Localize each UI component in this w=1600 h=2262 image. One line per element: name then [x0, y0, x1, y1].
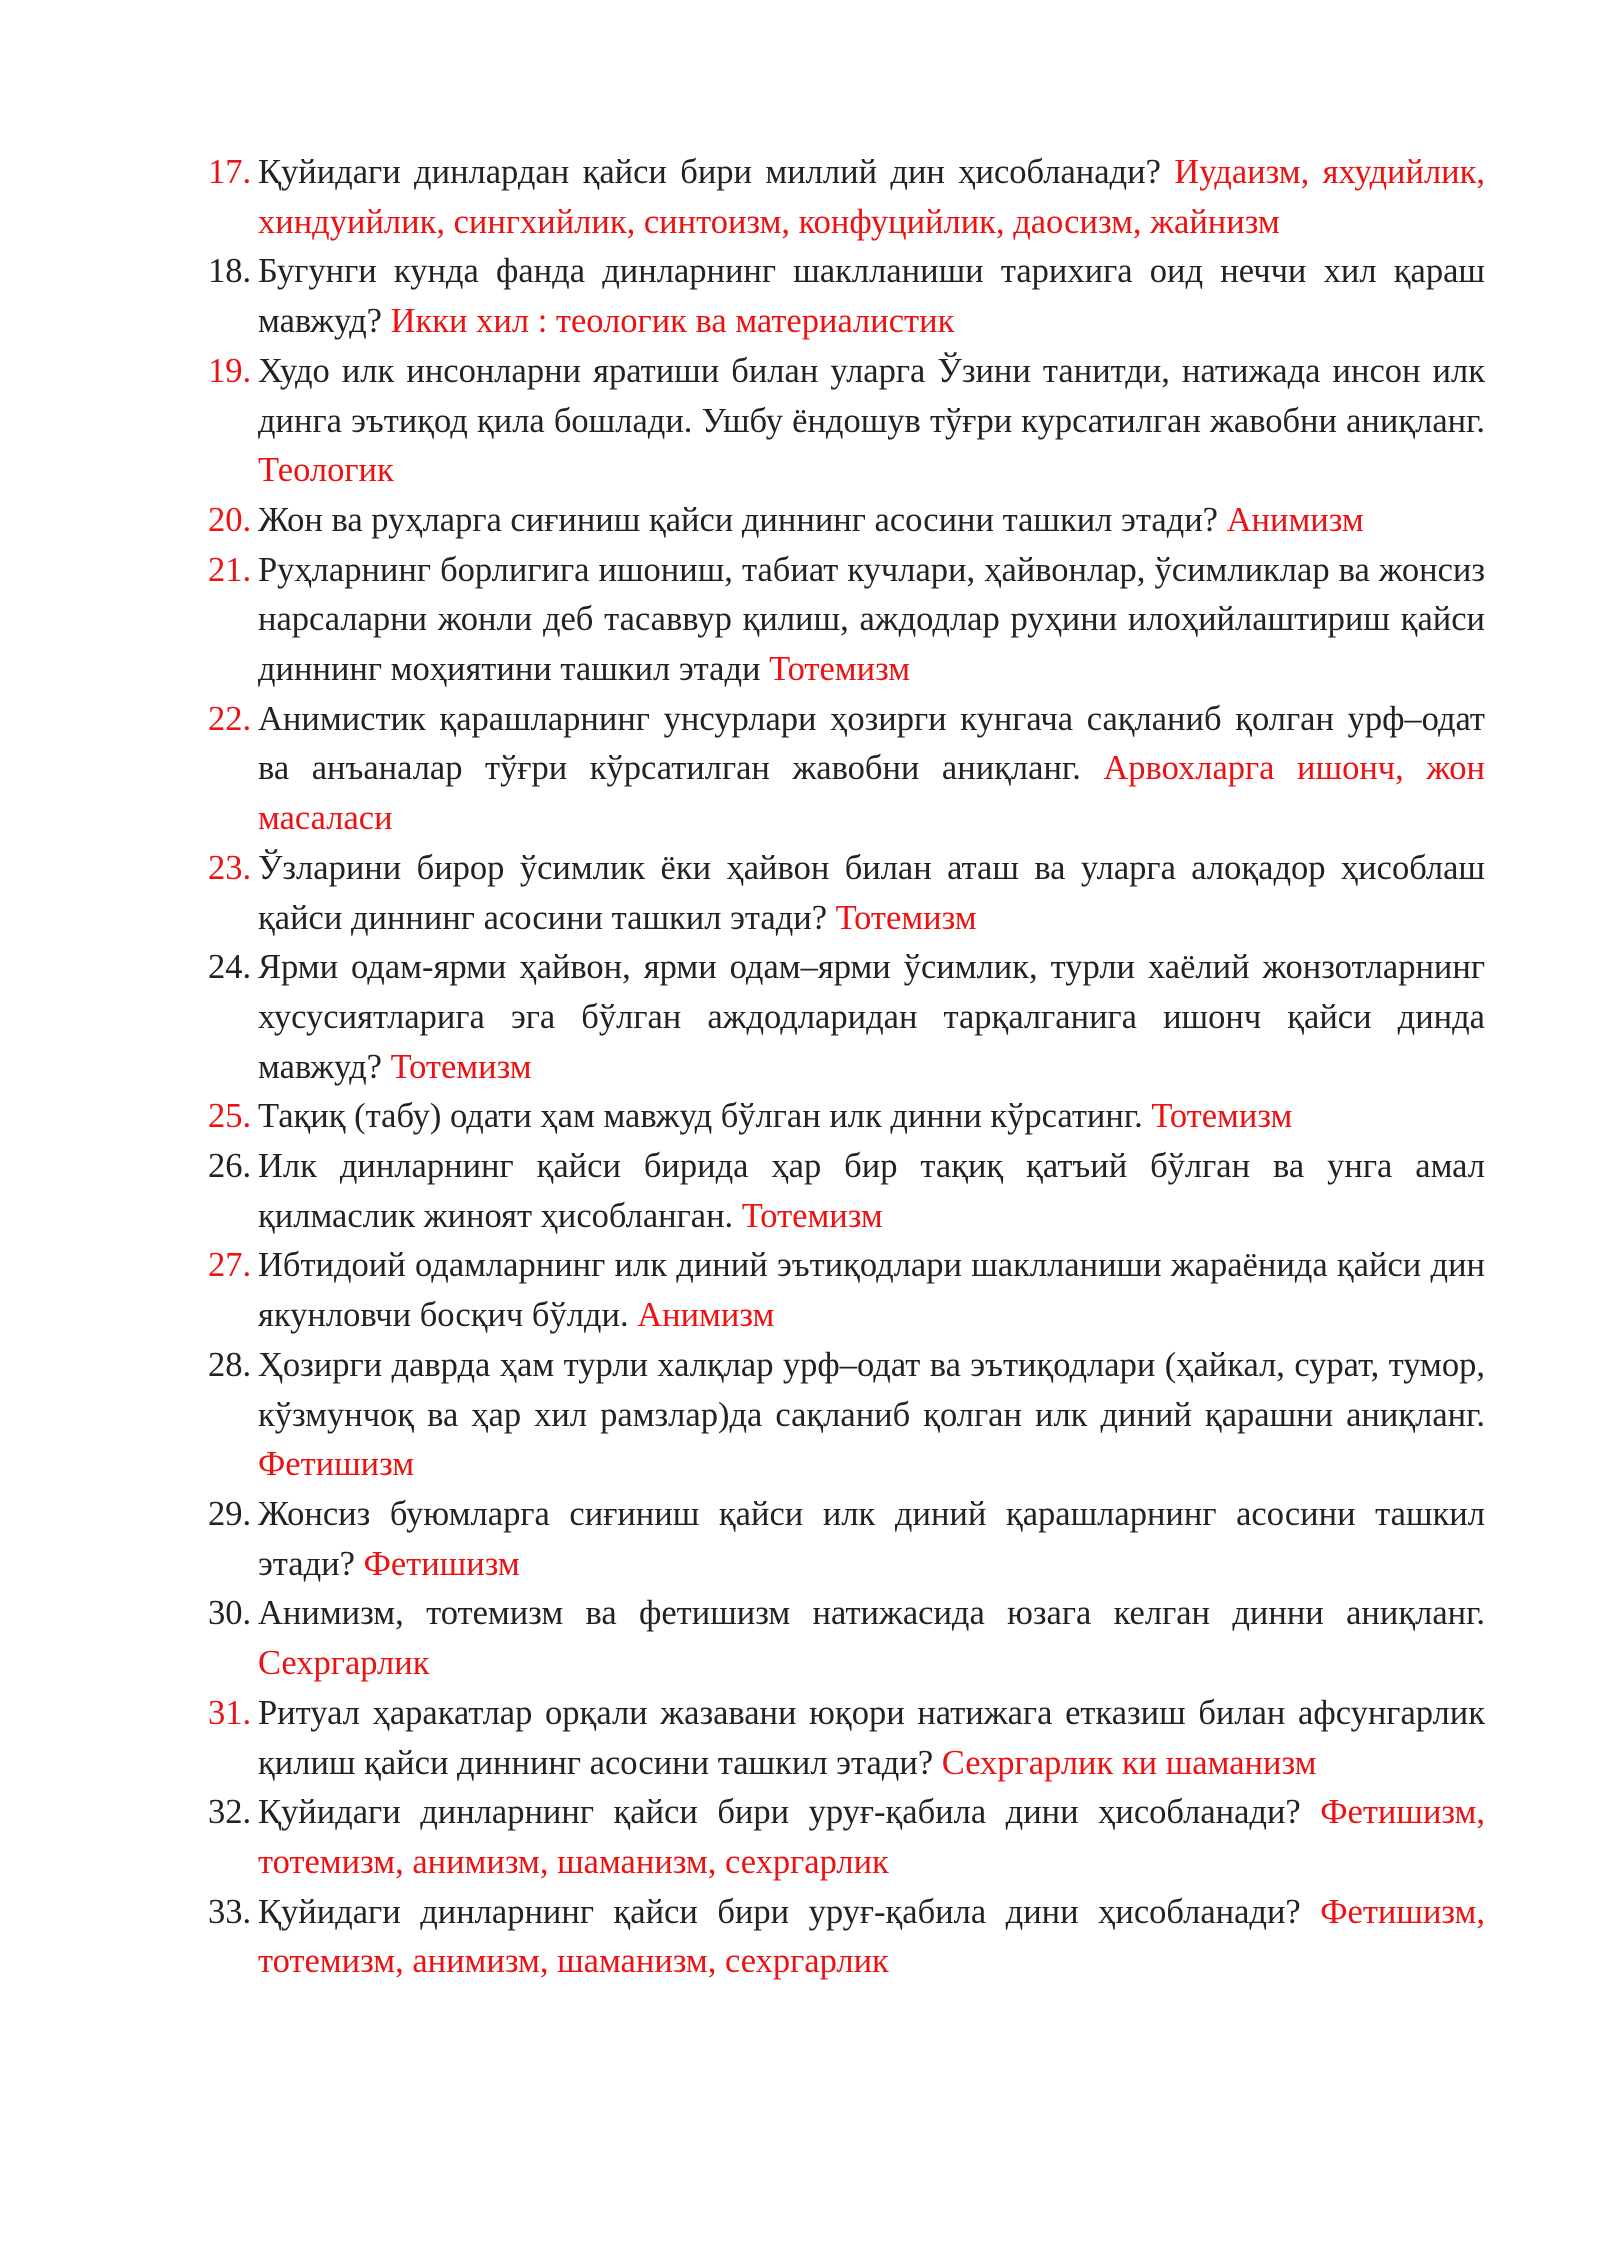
question-text: Бугунги кунда фанда динларнинг шаклланиши тарихига оид неччи хил қараш мавжуд?	[258, 252, 1485, 341]
question-item	[208, 247, 1485, 346]
question-text: Ўзларини бирор ўсимлик ёки ҳайвон билан аташ ва уларга алоқадор ҳисоблаш қайси диннинг асосини ташкил этади?	[258, 848, 1485, 937]
question-item	[208, 1490, 1485, 1589]
question-text: Ҳозирги даврда ҳам турли халқлар урф–одат ва эътиқодлари (ҳайкал, сурат, тумор, кўзмунчоқ ва ҳар хил рамзлар)да сақланиб қолган илк диний қарашни аниқланг.	[258, 1345, 1485, 1434]
question-number: 23.	[208, 848, 252, 887]
question-number: 25.	[208, 1097, 252, 1136]
question-item	[208, 1788, 1486, 1887]
question-number: 17.	[208, 153, 252, 191]
question-item	[208, 1142, 1485, 1241]
question-item	[208, 347, 1485, 496]
question-number: 30.	[208, 1594, 252, 1633]
question-item	[208, 546, 1485, 695]
answer-text: Анимизм	[637, 1296, 775, 1335]
question-number: 19.	[208, 351, 252, 390]
answer-text: Фетишизм, тотемизм, анимизм, шаманизм, сехргарлик	[258, 1793, 1486, 1881]
question-number: 33.	[208, 1892, 252, 1931]
question-text: Илк динларнинг қайси бирида ҳар бир тақиқ қатъий бўлган ва унга амал қилмаслик жиноят ҳисобланган.	[258, 1147, 1485, 1235]
answer-text: Икки хил : теологик ва материалистик	[390, 302, 955, 341]
question-text: Ибтидоий одамларнинг илк диний эътиқодлари шаклланиши жараёнида қайси дин якунловчи босқич бўлди.	[258, 1246, 1485, 1335]
question-number: 28.	[208, 1345, 252, 1384]
answer-text: Тотемизм	[390, 1047, 532, 1086]
question-text: Худо илк инсонларни яратиши билан уларга Ўзини танитди, натижада инсон илк динга эътиқод қила бошлади. Ушбу ёндошув тўғри курсатилган жавобни аниқланг.	[258, 351, 1485, 440]
question-text: Қуйидаги динларнинг қайси бири уруғ-қабила дини ҳисобланади?	[258, 1793, 1301, 1832]
answer-text: Сехргарлик ки шаманизм	[941, 1743, 1317, 1782]
question-number: 31.	[208, 1693, 252, 1732]
question-text: Анимизм, тотемизм ва фетишизм натижасида юзага келган динни аниқланг.	[258, 1594, 1485, 1633]
answer-text: Фетишизм, тотемизм, анимизм, шаманизм, сехргарлик	[258, 1892, 1486, 1981]
question-number: 27.	[208, 1246, 252, 1285]
question-text: Ярми одам-ярми ҳайвон, ярми одам–ярми ўсимлик, турли хаёлий жонзотларнинг хусусиятларига эга бўлган аждодларидан тарқалганига ишонч қайси динда мавжуд?	[258, 948, 1485, 1086]
question-text: Жон ва руҳларга сиғиниш қайси диннинг асосини ташкил этади?	[258, 500, 1218, 539]
question-number: 32.	[208, 1793, 252, 1832]
question-number: 21.	[208, 550, 252, 589]
answer-text: Тотемизм	[769, 650, 911, 689]
question-item	[208, 1092, 1485, 1142]
question-item	[208, 148, 1486, 247]
answer-text: Фетишизм	[363, 1544, 520, 1583]
question-item	[208, 1241, 1485, 1340]
answer-text: Арвохларга ишонч, жон масаласи	[258, 749, 1486, 838]
question-item	[208, 943, 1485, 1092]
question-number: 22.	[208, 699, 252, 738]
question-text: Ритуал ҳаракатлар орқали жазавани юқори натижага етказиш билан афсунгарлик қилиш қайси диннинг асосини ташкил этади?	[258, 1693, 1485, 1782]
answer-text: Иудаизм, яхудийлик, хиндуийлик, сингхийлик, синтоизм, конфуцийлик, даосизм, жайнизм	[258, 153, 1486, 241]
question-number: 26.	[208, 1147, 252, 1186]
question-item	[208, 1689, 1485, 1788]
question-item	[208, 496, 1485, 546]
question-item	[208, 844, 1485, 943]
answer-text: Сехргарлик	[258, 1644, 430, 1683]
question-list	[0, 148, 1485, 1987]
question-item	[208, 1341, 1485, 1490]
question-text: Анимистик қарашларнинг унсурлари ҳозирги кунгача сақланиб қолган урф–одат ва анъаналар тўғри кўрсатилган жавобни аниқланг.	[258, 699, 1485, 788]
answer-text: Тотемизм	[835, 898, 977, 937]
question-item	[208, 1888, 1486, 1987]
answer-text: Фетишизм	[258, 1445, 415, 1484]
answer-text: Анимизм	[1226, 500, 1364, 539]
question-text: Руҳларнинг борлигига ишониш, табиат кучлари, ҳайвонлар, ўсимликлар ва жонсиз нарсаларни жонли деб тасаввур қилиш, аждодлар руҳини илоҳийлаштириш қайси диннинг моҳиятини ташкил этади	[258, 550, 1485, 689]
question-number: 18.	[208, 252, 252, 291]
question-item	[208, 1589, 1485, 1688]
question-text: Жонсиз буюмларга сиғиниш қайси илк диний қарашларнинг асосини ташкил этади?	[258, 1494, 1485, 1583]
question-number: 20.	[208, 500, 252, 539]
question-number: 29.	[208, 1494, 252, 1533]
question-text: Қуйидаги динлардан қайси бири миллий дин ҳисобланади?	[258, 153, 1161, 191]
question-item	[208, 695, 1486, 844]
answer-text: Тотемизм	[741, 1196, 883, 1235]
answer-text: Теологик	[258, 451, 394, 490]
question-text: Тақиқ (табу) одати ҳам мавжуд бўлган илк динни кўрсатинг.	[258, 1097, 1143, 1136]
question-text: Қуйидаги динларнинг қайси бири уруғ-қабила дини ҳисобланади?	[258, 1892, 1301, 1931]
answer-text: Тотемизм	[1151, 1097, 1293, 1136]
question-number: 24.	[208, 948, 252, 987]
